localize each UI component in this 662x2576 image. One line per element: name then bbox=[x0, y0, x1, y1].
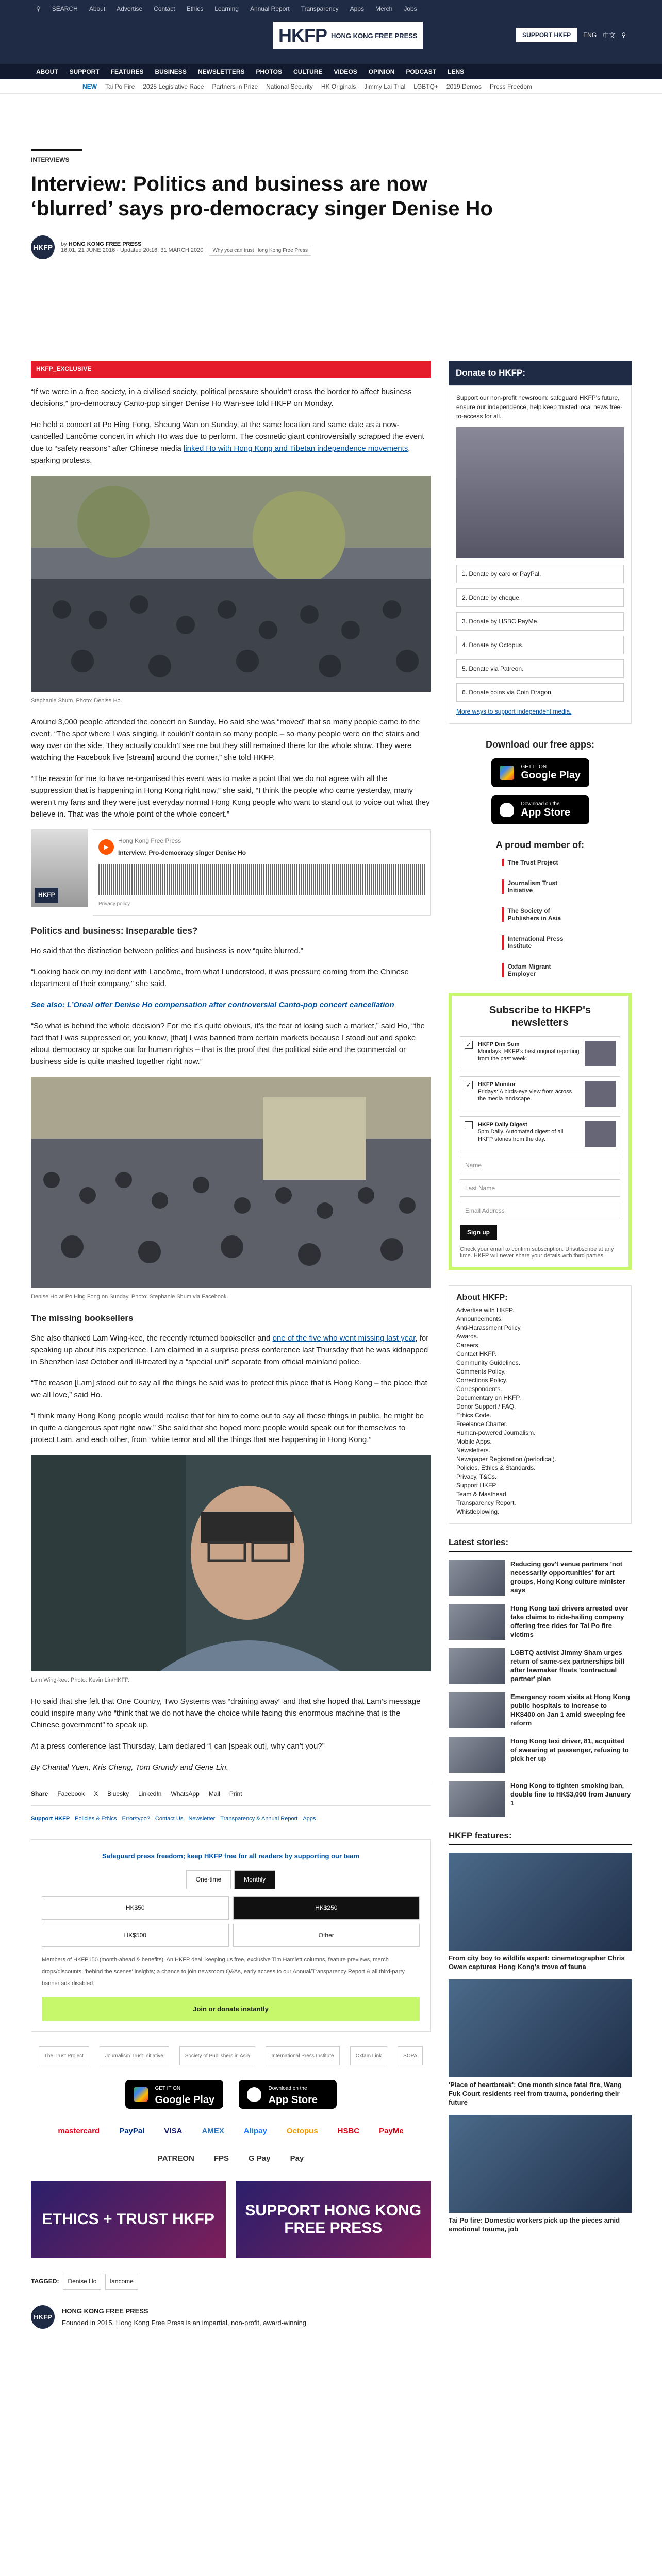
donate-option[interactable]: 2. Donate by cheque. bbox=[456, 588, 624, 607]
newsletter-option[interactable]: ✓ HKFP Dim Sum Mondays: HKFP's best original reporting from the past week. bbox=[460, 1036, 620, 1071]
payment-methods bbox=[31, 2123, 431, 2166]
donate-option[interactable]: 3. Donate by HSBC PayMe. bbox=[456, 612, 624, 631]
photo-caption: Lam Wing-kee. Photo: Kevin Lin/HKFP. bbox=[31, 1677, 130, 1683]
features-title: HKFP features: bbox=[449, 1831, 632, 1845]
audio-embed bbox=[31, 829, 431, 916]
about-link[interactable]: Mobile Apps. bbox=[456, 1438, 492, 1445]
search-icon[interactable]: ⚲ bbox=[621, 31, 626, 39]
story-title[interactable]: Emergency room visits at Hong Kong public hospitals to increase to HK$400 on Jan 1 amid sweeping fee reform bbox=[510, 1693, 630, 1727]
donate-option[interactable]: 5. Donate via Patreon. bbox=[456, 659, 624, 678]
newsletter-signup bbox=[449, 993, 632, 1270]
checkbox[interactable]: ✓ bbox=[465, 1041, 473, 1049]
donate-note: Members of HKFP150 (month-ahead & benefits). An HKFP deal: keeping us free, exclusive Tim Hamlett columns, feature previews, merch drops/discounts; 'behind the scenes' insights; a chance to join newsroom Q&As, early access to our Annual/Transparency Report & all third-party banner ads disabled. bbox=[42, 1957, 405, 1987]
about-link[interactable]: Team & Masthead. bbox=[456, 1490, 508, 1498]
nav-culture[interactable]: CULTURE bbox=[293, 68, 323, 75]
about-link[interactable]: Corrections Policy. bbox=[456, 1377, 508, 1384]
nav-videos[interactable]: VIDEOS bbox=[334, 68, 357, 75]
share-print[interactable]: Print bbox=[229, 1790, 242, 1798]
app-store-button[interactable]: Download on the App Store bbox=[239, 2080, 337, 2109]
member-logo[interactable]: Oxfam Migrant Employer bbox=[502, 963, 579, 977]
story-thumbnail[interactable] bbox=[449, 1737, 505, 1773]
member-logo[interactable]: International Press Institute bbox=[502, 935, 579, 950]
publish-date: 16:01, 21 JUNE 2016 bbox=[61, 247, 115, 253]
paragraph: Ho said that the distinction between politics and business is now “quite blurred.” bbox=[31, 946, 303, 955]
story-item[interactable] bbox=[449, 1648, 632, 1684]
signup-button[interactable]: Sign up bbox=[460, 1225, 497, 1240]
story-title[interactable]: Hong Kong to tighten smoking ban, double fine to HK$3,000 from January 1 bbox=[510, 1782, 631, 1807]
about-link[interactable]: Advertise with HKFP. bbox=[456, 1307, 514, 1314]
story-item[interactable] bbox=[449, 1604, 632, 1640]
sidebar bbox=[449, 361, 632, 2242]
article-body bbox=[31, 361, 431, 2329]
feature-item[interactable] bbox=[449, 1979, 632, 2107]
about-link[interactable]: Transparency Report. bbox=[456, 1499, 516, 1506]
paragraph: Around 3,000 people attended the concert on Sunday. Ho said she was “moved” that so many people came to the event. “The spot where I was singing, it couldn’t contain so many people – so many people were on the stairs and way over on the side. They actually couldn’t see me but they still remained there for the whole show. They were watching the Facebook live [stream] around the corner,” she told HKFP. bbox=[31, 718, 420, 762]
nav-opinion[interactable]: OPINION bbox=[368, 68, 395, 75]
crowd-image bbox=[31, 1077, 431, 1288]
google-pay-logo: G Pay bbox=[249, 2154, 271, 2163]
story-title[interactable]: LGBTQ activist Jimmy Sham urges return of same-sex partnerships bill after lawmaker floats 'contractual partner' plan bbox=[510, 1649, 625, 1683]
nav-photos[interactable]: PHOTOS bbox=[256, 68, 282, 75]
badge[interactable]: Journalism Trust Initiative bbox=[100, 2046, 169, 2065]
share-label: Share bbox=[31, 1790, 48, 1798]
feature-title[interactable]: From city boy to wildlife expert: cinematographer Chris Owen captures Hong Kong's trove of fauna bbox=[449, 1954, 625, 1971]
embed-logo: HKFP bbox=[35, 888, 58, 903]
top-link-advertise[interactable]: Advertise bbox=[117, 5, 143, 12]
google-play-icon bbox=[500, 766, 514, 780]
logo-text: HONG KONG FREE PRESS bbox=[331, 31, 418, 40]
share-whatsapp[interactable]: WhatsApp bbox=[171, 1790, 200, 1798]
paragraph: “The reason for me to have re-organised this event was to make a point that we do not agree with all the suppression that is happening in Hong Kong right now,” she said, “I think the people who came yesterday, many weren’t my fans and they were just everyday normal Hong Kong people who want to stand out to voice out what they believe in. That was the whole point of the whole concert.” bbox=[31, 774, 430, 819]
paragraph: At a press conference last Thursday, Lam declared “I can [speak out], why can’t you?” bbox=[31, 1742, 325, 1751]
support-banner[interactable]: SUPPORT HONG KONG FREE PRESS bbox=[236, 2181, 431, 2258]
story-item[interactable] bbox=[449, 1692, 632, 1728]
site-header bbox=[0, 18, 662, 79]
main-nav bbox=[0, 64, 662, 79]
top-link-annual-report[interactable]: Annual Report bbox=[250, 5, 290, 12]
donate-option[interactable]: 6. Donate coins via Coin Dragon. bbox=[456, 683, 624, 702]
share-bar bbox=[31, 1783, 431, 1806]
latest-stories bbox=[449, 1560, 632, 1817]
tag-list bbox=[31, 2274, 431, 2290]
author-prefix: by bbox=[61, 241, 69, 247]
story-title[interactable]: Hong Kong taxi drivers arrested over fake claims to ride-hailing company offering free rides for Tai Po fire victims bbox=[510, 1604, 629, 1638]
google-play-button[interactable]: GET IT ON Google Play bbox=[125, 2080, 223, 2109]
nav-features[interactable]: FEATURES bbox=[110, 68, 144, 75]
about-link[interactable]: Awards. bbox=[456, 1333, 479, 1340]
member-logo[interactable]: Journalism Trust Initiative bbox=[502, 879, 579, 894]
audio-player[interactable] bbox=[93, 829, 431, 916]
latest-title: Latest stories: bbox=[449, 1537, 632, 1552]
new-badge: NEW bbox=[82, 82, 97, 90]
inline-link[interactable]: linked Ho with Hong Kong and Tibetan independence movements bbox=[184, 444, 408, 453]
octopus-logo: Octopus bbox=[286, 2127, 318, 2136]
top-link-apps[interactable]: Apps bbox=[350, 5, 364, 12]
embed-thumbnail bbox=[31, 829, 88, 907]
embed-caption[interactable]: Privacy policy bbox=[98, 901, 130, 907]
apple-pay-logo: Pay bbox=[290, 2154, 304, 2163]
feature-thumbnail[interactable] bbox=[449, 1853, 632, 1951]
paypal-logo: PayPal bbox=[119, 2127, 145, 2136]
top-link-jobs[interactable]: Jobs bbox=[404, 5, 417, 12]
newsletter-thumb bbox=[585, 1041, 616, 1066]
about-link[interactable]: Human-powered Journalism. bbox=[456, 1429, 536, 1436]
amount-option[interactable]: HK$50 bbox=[42, 1896, 229, 1920]
paragraph: She also thanked Lam Wing-kee, the recently returned bookseller and one of the five who went missing last year, for speaking up about his experience. Lam claimed in a surprise press conference last Thursday that he was kidnapped in Shenzhen last October and ill-treated by a “special unit” separate from official mainland police. bbox=[31, 1334, 429, 1366]
story-thumbnail[interactable] bbox=[449, 1560, 505, 1596]
concert-photo bbox=[31, 476, 431, 692]
nav-podcast[interactable]: PODCAST bbox=[406, 68, 437, 75]
logo-mark: HKFP bbox=[278, 25, 327, 46]
support-button[interactable]: SUPPORT HKFP bbox=[516, 28, 577, 42]
checkbox[interactable]: ✓ bbox=[465, 1081, 473, 1089]
feature-thumbnail[interactable] bbox=[449, 1979, 632, 2077]
checkbox[interactable] bbox=[465, 1121, 473, 1129]
visa-logo: VISA bbox=[164, 2127, 183, 2136]
support-link[interactable]: Support HKFP bbox=[31, 1816, 70, 1822]
nav-business[interactable]: BUSINESS bbox=[155, 68, 187, 75]
top-link-transparency[interactable]: Transparency bbox=[301, 5, 339, 12]
newsletter-option[interactable]: ✓ HKFP Monitor Fridays: A birds-eye view from across the media landscape. bbox=[460, 1076, 620, 1111]
story-thumbnail[interactable] bbox=[449, 1781, 505, 1817]
crowd-image bbox=[31, 476, 431, 692]
newsletter-thumb bbox=[585, 1081, 616, 1107]
section-heading: Politics and business: Inseparable ties? bbox=[31, 926, 198, 936]
crowd-photo bbox=[31, 1077, 431, 1288]
newsletter-link[interactable]: Newsletter bbox=[188, 1816, 216, 1822]
about-link[interactable]: Whistleblowing. bbox=[456, 1508, 500, 1515]
newsletter-thumb bbox=[585, 1121, 616, 1147]
topic-bar bbox=[0, 79, 662, 94]
nav-lens[interactable]: LENS bbox=[448, 68, 465, 75]
about-link[interactable]: Anti-Harassment Policy. bbox=[456, 1324, 522, 1331]
contact-link[interactable]: Contact Us bbox=[155, 1816, 184, 1822]
about-link[interactable]: Contact HKFP. bbox=[456, 1350, 497, 1358]
tag-chip[interactable]: lancome bbox=[105, 2274, 138, 2290]
payme-logo: PayMe bbox=[379, 2127, 404, 2136]
donate-widget bbox=[31, 1839, 431, 2032]
about-link[interactable]: Newsletters. bbox=[456, 1447, 491, 1454]
policies-link[interactable]: Policies & Ethics bbox=[75, 1816, 117, 1822]
story-item[interactable] bbox=[449, 1560, 632, 1596]
tagged-label: TAGGED: bbox=[31, 2278, 59, 2285]
topic-link[interactable]: HK Originals bbox=[321, 82, 356, 90]
member-logos bbox=[449, 859, 632, 977]
amex-logo: AMEX bbox=[202, 2127, 224, 2136]
feature-item[interactable] bbox=[449, 1853, 632, 1971]
transparency-link[interactable]: Transparency & Annual Report bbox=[220, 1816, 298, 1822]
promo-banners bbox=[31, 2181, 431, 2258]
typo-link[interactable]: Error/typo? bbox=[122, 1816, 150, 1822]
portrait-photo bbox=[31, 1455, 431, 1671]
section-heading: The missing booksellers bbox=[31, 1313, 134, 1323]
updated-date: Updated 20:16, 31 MARCH 2020 bbox=[120, 247, 204, 253]
author-avatar: HKFP bbox=[31, 235, 55, 259]
about-link[interactable]: Privacy, T&Cs. bbox=[456, 1473, 497, 1480]
app-store-button[interactable]: Download on the App Store bbox=[491, 795, 589, 824]
badge[interactable]: SOPA bbox=[398, 2046, 423, 2065]
waveform[interactable] bbox=[98, 864, 425, 895]
donate-frequency-tabs bbox=[42, 1870, 420, 1889]
share-mail[interactable]: Mail bbox=[208, 1790, 220, 1798]
publisher-box bbox=[31, 2305, 431, 2329]
email-field[interactable]: Email Address bbox=[460, 1202, 620, 1219]
story-title[interactable]: Hong Kong taxi driver, 81, acquitted of swearing at passenger, refusing to pick her up bbox=[510, 1737, 629, 1762]
donate-image bbox=[456, 427, 624, 558]
language-english[interactable]: ENG bbox=[583, 31, 597, 39]
about-link[interactable]: Ethics Code. bbox=[456, 1412, 492, 1419]
about-link[interactable]: Careers. bbox=[456, 1342, 481, 1349]
mastercard-logo: mastercard bbox=[58, 2127, 100, 2136]
sidebar-app-links bbox=[449, 758, 632, 824]
publisher-description: Founded in 2015, Hong Kong Free Press is an impartial, non-profit, award-winning bbox=[62, 2319, 307, 2327]
about-link[interactable]: Documentary on HKFP. bbox=[456, 1394, 521, 1401]
donate-option[interactable]: 1. Donate by card or PayPal. bbox=[456, 565, 624, 583]
member-logo[interactable]: The Trust Project bbox=[502, 859, 579, 866]
photo-caption: Denise Ho at Po Hing Fong on Sunday. Photo: Stephanie Shum via Facebook. bbox=[31, 1294, 228, 1300]
donate-text: Support our non-profit newsroom: safeguard HKFP's future, ensure our independence, help keep trusted local news free-to-access for all. bbox=[456, 394, 623, 420]
name-field[interactable]: Name bbox=[460, 1157, 620, 1174]
support-links bbox=[31, 1813, 431, 1825]
share-bluesky[interactable]: Bluesky bbox=[107, 1790, 129, 1798]
badge[interactable]: Society of Publishers in Asia bbox=[179, 2046, 256, 2065]
nav-about[interactable]: ABOUT bbox=[36, 68, 58, 75]
member-badges bbox=[31, 2046, 431, 2065]
photo-caption: Stephanie Shum. Photo: Denise Ho. bbox=[31, 698, 122, 704]
apple-icon bbox=[500, 803, 514, 817]
badge[interactable]: The Trust Project bbox=[39, 2046, 89, 2065]
site-logo[interactable] bbox=[273, 22, 423, 49]
see-also bbox=[31, 999, 431, 1011]
fps-logo: FPS bbox=[213, 2154, 229, 2163]
embed-subtitle: Interview: Pro-democracy singer Denise Ho bbox=[118, 849, 246, 856]
about-link[interactable]: Freelance Charter. bbox=[456, 1420, 508, 1428]
story-item[interactable] bbox=[449, 1737, 632, 1773]
badge[interactable]: Oxfam Link bbox=[350, 2046, 388, 2065]
inline-link[interactable]: one of the five who went missing last year bbox=[272, 1334, 416, 1343]
topic-link[interactable]: LGBTQ+ bbox=[413, 82, 438, 90]
hsbc-logo: HSBC bbox=[337, 2127, 360, 2136]
ethics-banner[interactable]: ETHICS + TRUST HKFP bbox=[31, 2181, 226, 2258]
language-chinese[interactable]: 中文 bbox=[603, 31, 616, 39]
share-linkedin[interactable]: LinkedIn bbox=[138, 1790, 162, 1798]
paragraph: He held a concert at Po Hing Fong, Sheung Wan on Sunday, at the same location and same date as a now-cancelled Lancôme concert in which Ho was due to perform. The cosmetic giant controversially scrapped the event due to “safety reasons” after Chinese media linked Ho with Hong Kong and Tibetan independence movements, sparking protests. bbox=[31, 420, 424, 465]
amount-option[interactable]: HK$250 bbox=[233, 1896, 420, 1920]
alipay-logo: Alipay bbox=[243, 2127, 267, 2136]
top-link-contact[interactable]: Contact bbox=[154, 5, 175, 12]
trust-link[interactable]: Why you can trust Hong Kong Free Press bbox=[209, 246, 311, 256]
share-facebook[interactable]: Facebook bbox=[57, 1790, 85, 1798]
member-logo[interactable]: The Society of Publishers in Asia bbox=[502, 907, 579, 922]
badge[interactable]: International Press Institute bbox=[266, 2046, 339, 2065]
story-thumbnail[interactable] bbox=[449, 1692, 505, 1728]
google-play-icon bbox=[134, 2087, 148, 2102]
app-store-links bbox=[31, 2080, 431, 2109]
join-button[interactable]: Join or donate instantly bbox=[42, 1997, 420, 2021]
exclusive-tag: HKFP_EXCLUSIVE bbox=[31, 361, 431, 378]
story-item[interactable] bbox=[449, 1781, 632, 1817]
about-title: About HKFP: bbox=[456, 1293, 508, 1302]
amount-option[interactable]: HK$500 bbox=[42, 1924, 229, 1947]
top-link-about[interactable]: About bbox=[89, 5, 106, 12]
see-also-link[interactable]: L’Oreal offer Denise Ho compensation after controversial Canto-pop concert cancellation bbox=[67, 1001, 394, 1009]
portrait-image bbox=[31, 1455, 431, 1671]
about-link[interactable]: Donor Support / FAQ. bbox=[456, 1403, 516, 1410]
apple-icon bbox=[247, 2087, 261, 2102]
article-header bbox=[31, 149, 629, 259]
feature-thumbnail[interactable] bbox=[449, 2115, 632, 2213]
topic-link[interactable]: Jimmy Lai Trial bbox=[364, 82, 406, 90]
amount-option[interactable]: Other bbox=[233, 1924, 420, 1947]
topic-link[interactable]: Tai Po Fire bbox=[105, 82, 135, 90]
paragraph: “The reason [Lam] stood out to say all the things he said was to protect this place that is Hong Kong – the place that we all love,” said Ho. bbox=[31, 1379, 427, 1399]
top-link-ethics[interactable]: Ethics bbox=[186, 5, 204, 12]
top-link-merch[interactable]: Merch bbox=[375, 5, 393, 12]
tab-one-time[interactable]: One-time bbox=[186, 1870, 231, 1889]
about-link[interactable]: Policies, Ethics & Standards. bbox=[456, 1464, 536, 1471]
patreon-logo: PATREON bbox=[157, 2154, 194, 2163]
sidebar-donate-body bbox=[449, 385, 632, 724]
topic-link[interactable]: Partners in Prize bbox=[212, 82, 258, 90]
search-icon[interactable]: ⚲ bbox=[36, 5, 41, 12]
byline: HKFP by HONG KONG FREE PRESS 16:01, 21 JUNE 2016 · Updated 20:16, 31 MARCH 2020 Why you can trust Hong Kong Free Press bbox=[31, 235, 629, 259]
newsletter-option[interactable]: HKFP Daily Digest 5pm Daily. Automated digest of all HKFP stories from the day. bbox=[460, 1116, 620, 1151]
more-ways-link[interactable]: More ways to support independent media. bbox=[456, 708, 572, 715]
story-thumbnail[interactable] bbox=[449, 1648, 505, 1684]
newsletter-title: Subscribe to HKFP's newsletters bbox=[489, 1005, 591, 1028]
feature-stories bbox=[449, 1853, 632, 2233]
topic-link[interactable]: National Security bbox=[266, 82, 313, 90]
article-title: Interview: Politics and business are now ‘blurred’ says pro-democracy singer Denise Ho bbox=[31, 173, 493, 220]
feature-title[interactable]: 'Place of heartbreak': One month since fatal fire, Wang Fuk Court residents reel from trauma, pondering their future bbox=[449, 2081, 622, 2106]
search-link[interactable]: SEARCH bbox=[52, 5, 78, 12]
apps-title: Download our free apps: bbox=[485, 739, 595, 750]
paragraph: “If we were in a free society, in a civilised society, political pressure shouldn’t cross the border to affect business decisions,” pro-democracy Canto-pop singer Denise Ho Wan-see told HKFP on Monday. bbox=[31, 387, 412, 408]
newsletter-note: Check your email to confirm subscription. Unsubscribe at any time. HKFP will never share your details with third parties. bbox=[460, 1246, 614, 1259]
donate-amounts bbox=[42, 1896, 420, 1947]
paragraph: “Looking back on my incident with Lancôme, from what I understood, it was pressure coming from the Chinese department of their company,” she said. bbox=[31, 968, 409, 988]
top-bar bbox=[0, 0, 662, 18]
paragraph: Ho said that she felt that One Country, Two Systems was “draining away” and that she hoped that Lam’s message could inspire many who “think that we do not have the choice while facing this enormous machine that is the Chinese government” to speak up. bbox=[31, 1697, 421, 1730]
paragraph: “So what is behind the whole decision? For me it’s quite obvious, it’s the fear of losing such a market,” said Ho, “the fact that I was suppressed or, you know, [that] I was banned from certain markets because I stood out and spoke about democracy or spoke out for human rights – that is the proof that the political side and the commercial or business side is quite mashed together right now.” bbox=[31, 1022, 425, 1066]
google-play-button[interactable]: GET IT ON Google Play bbox=[491, 758, 589, 787]
story-thumbnail[interactable] bbox=[449, 1604, 505, 1640]
about-link[interactable]: Support HKFP. bbox=[456, 1482, 498, 1489]
donate-title: Safeguard press freedom; keep HKFP free for all readers by supporting our team bbox=[102, 1852, 359, 1860]
about-link[interactable]: Newspaper Registration (periodical). bbox=[456, 1455, 557, 1463]
tab-monthly[interactable]: Monthly bbox=[234, 1870, 275, 1889]
see-also-label: See also: bbox=[31, 1001, 65, 1009]
share-x[interactable]: X bbox=[94, 1790, 98, 1798]
feature-title[interactable]: Tai Po fire: Domestic workers pick up the pieces amid emotional trauma, job bbox=[449, 2216, 620, 2233]
publisher-name[interactable]: HONG KONG FREE PRESS bbox=[62, 2307, 148, 2315]
about-link[interactable]: Announcements. bbox=[456, 1315, 503, 1323]
header-actions bbox=[516, 28, 626, 42]
story-title[interactable]: Reducing gov't venue partners 'not necessarily opportunities' for art groups, Hong Kong culture minister says bbox=[510, 1560, 625, 1594]
about-hkfp bbox=[449, 1285, 632, 1524]
about-link[interactable]: Comments Policy. bbox=[456, 1368, 506, 1375]
topic-link[interactable]: 2025 Legislative Race bbox=[143, 82, 204, 90]
topic-link[interactable]: 2019 Demos bbox=[446, 82, 482, 90]
sidebar-donate-title: Donate to HKFP: bbox=[449, 361, 632, 385]
play-icon[interactable]: ▶ bbox=[98, 839, 114, 855]
about-links bbox=[456, 1306, 624, 1516]
last-name-field[interactable]: Last Name bbox=[460, 1179, 620, 1197]
tag-chip[interactable]: Denise Ho bbox=[63, 2274, 101, 2290]
top-link-learning[interactable]: Learning bbox=[214, 5, 239, 12]
donate-option[interactable]: 4. Donate by Octopus. bbox=[456, 636, 624, 654]
publisher-logo: HKFP bbox=[31, 2305, 55, 2329]
paragraph: “I think many Hong Kong people would realise that for him to come out to say all these things in public, he might be in quite a dangerous spot right now.” She said that she hoped more people would speak out for themselves to protect Lam, and each other, from “white terror and all the things that are happening in Hong Kong.” bbox=[31, 1412, 424, 1444]
author-name[interactable]: HONG KONG FREE PRESS bbox=[68, 241, 142, 247]
topic-link[interactable]: Press Freedom bbox=[489, 82, 532, 90]
apps-link[interactable]: Apps bbox=[303, 1816, 316, 1822]
embed-title: Hong Kong Free Press bbox=[118, 837, 181, 844]
feature-item[interactable] bbox=[449, 2115, 632, 2233]
article-category[interactable]: INTERVIEWS bbox=[31, 149, 82, 163]
nav-newsletters[interactable]: NEWSLETTERS bbox=[197, 68, 245, 75]
article-credits: By Chantal Yuen, Kris Cheng, Tom Grundy and Gene Lin. bbox=[31, 1763, 229, 1772]
nav-support[interactable]: SUPPORT bbox=[69, 68, 100, 75]
about-link[interactable]: Correspondents. bbox=[456, 1385, 502, 1393]
member-title: A proud member of: bbox=[495, 840, 585, 850]
about-link[interactable]: Community Guidelines. bbox=[456, 1359, 521, 1366]
